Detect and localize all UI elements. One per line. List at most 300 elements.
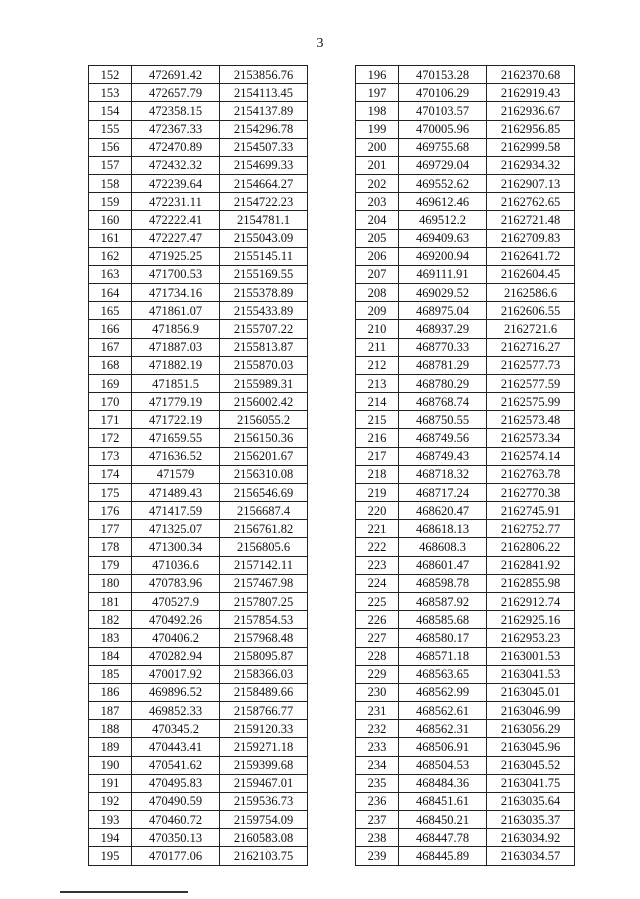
table-row: [89, 592, 308, 610]
point-number-cell: 194: [89, 829, 132, 847]
point-number-cell: 198: [356, 102, 399, 120]
y-coordinate-cell: 2163045.96: [487, 738, 575, 756]
table-row: [89, 156, 308, 174]
x-coordinate-cell: 470783.96: [132, 574, 220, 592]
x-coordinate-cell: 468749.56: [399, 429, 487, 447]
table-row: [356, 265, 575, 283]
x-coordinate-cell: 468562.61: [399, 702, 487, 720]
x-coordinate-cell: 468562.99: [399, 683, 487, 701]
x-coordinate-cell: 472367.33: [132, 120, 220, 138]
table-row: [89, 811, 308, 829]
point-number-cell: 210: [356, 320, 399, 338]
y-coordinate-cell: 2162586.6: [487, 284, 575, 302]
y-coordinate-cell: 2162577.73: [487, 356, 575, 374]
x-coordinate-cell: 468717.24: [399, 483, 487, 501]
y-coordinate-cell: 2157807.25: [220, 592, 308, 610]
x-coordinate-cell: 471779.19: [132, 393, 220, 411]
x-coordinate-cell: 471882.19: [132, 356, 220, 374]
y-coordinate-cell: 2154699.33: [220, 156, 308, 174]
table-row: [356, 302, 575, 320]
y-coordinate-cell: 2154113.45: [220, 84, 308, 102]
table-row: [356, 193, 575, 211]
page-number: 3: [316, 36, 324, 51]
x-coordinate-cell: 472657.79: [132, 84, 220, 102]
x-coordinate-cell: 468601.47: [399, 556, 487, 574]
point-number-cell: 224: [356, 574, 399, 592]
x-coordinate-cell: 468484.36: [399, 774, 487, 792]
x-coordinate-cell: 468618.13: [399, 520, 487, 538]
x-coordinate-cell: 471417.59: [132, 502, 220, 520]
y-coordinate-cell: 2160583.08: [220, 829, 308, 847]
point-number-cell: 235: [356, 774, 399, 792]
x-coordinate-cell: 470153.28: [399, 66, 487, 84]
x-coordinate-cell: 468749.43: [399, 447, 487, 465]
point-number-cell: 207: [356, 265, 399, 283]
x-coordinate-cell: 469029.52: [399, 284, 487, 302]
table-row: [356, 356, 575, 374]
point-number-cell: 226: [356, 611, 399, 629]
table-row: [89, 538, 308, 556]
point-number-cell: 168: [89, 356, 132, 374]
y-coordinate-cell: 2162721.6: [487, 320, 575, 338]
y-coordinate-cell: 2155707.22: [220, 320, 308, 338]
x-coordinate-cell: 468562.31: [399, 720, 487, 738]
y-coordinate-cell: 2162770.38: [487, 483, 575, 501]
point-number-cell: 165: [89, 302, 132, 320]
y-coordinate-cell: 2162641.72: [487, 247, 575, 265]
table-row: [356, 629, 575, 647]
y-coordinate-cell: 2162841.92: [487, 556, 575, 574]
x-coordinate-cell: 468447.78: [399, 829, 487, 847]
x-coordinate-cell: 468506.91: [399, 738, 487, 756]
table-row: [356, 792, 575, 810]
y-coordinate-cell: 2162103.75: [220, 847, 308, 865]
y-coordinate-cell: 2158095.87: [220, 647, 308, 665]
point-number-cell: 195: [89, 847, 132, 865]
point-number-cell: 230: [356, 683, 399, 701]
x-coordinate-cell: 472432.32: [132, 156, 220, 174]
x-coordinate-cell: 470406.2: [132, 629, 220, 647]
x-coordinate-cell: 468608.3: [399, 538, 487, 556]
y-coordinate-cell: 2157467.98: [220, 574, 308, 592]
table-row: [356, 574, 575, 592]
point-number-cell: 202: [356, 175, 399, 193]
table-row: [356, 738, 575, 756]
y-coordinate-cell: 2162573.48: [487, 411, 575, 429]
point-number-cell: 179: [89, 556, 132, 574]
point-number-cell: 178: [89, 538, 132, 556]
y-coordinate-cell: 2162912.74: [487, 592, 575, 610]
x-coordinate-cell: 469612.46: [399, 193, 487, 211]
x-coordinate-cell: 468504.53: [399, 756, 487, 774]
y-coordinate-cell: 2162934.32: [487, 156, 575, 174]
y-coordinate-cell: 2157854.53: [220, 611, 308, 629]
point-number-cell: 228: [356, 647, 399, 665]
y-coordinate-cell: 2162370.68: [487, 66, 575, 84]
x-coordinate-cell: 468563.65: [399, 665, 487, 683]
table-row: [356, 284, 575, 302]
y-coordinate-cell: 2154296.78: [220, 120, 308, 138]
x-coordinate-cell: 469852.33: [132, 702, 220, 720]
point-number-cell: 172: [89, 429, 132, 447]
y-coordinate-cell: 2156055.2: [220, 411, 308, 429]
table-row: [356, 847, 575, 865]
table-row: [356, 374, 575, 392]
y-coordinate-cell: 2159120.33: [220, 720, 308, 738]
x-coordinate-cell: 470350.13: [132, 829, 220, 847]
table-row: [89, 247, 308, 265]
footer-rule: [60, 891, 188, 893]
point-number-cell: 212: [356, 356, 399, 374]
table-row: [89, 738, 308, 756]
x-coordinate-cell: 469755.68: [399, 138, 487, 156]
y-coordinate-cell: 2154664.27: [220, 175, 308, 193]
table-row: [356, 393, 575, 411]
y-coordinate-cell: 2156002.42: [220, 393, 308, 411]
y-coordinate-cell: 2162919.43: [487, 84, 575, 102]
point-number-cell: 193: [89, 811, 132, 829]
x-coordinate-cell: 472231.11: [132, 193, 220, 211]
y-coordinate-cell: 2156761.82: [220, 520, 308, 538]
table-row: [356, 320, 575, 338]
x-coordinate-cell: 468571.18: [399, 647, 487, 665]
y-coordinate-cell: 2162604.45: [487, 265, 575, 283]
x-coordinate-cell: 472691.42: [132, 66, 220, 84]
table-row: [356, 502, 575, 520]
y-coordinate-cell: 2163041.53: [487, 665, 575, 683]
table-row: [356, 774, 575, 792]
point-number-cell: 204: [356, 211, 399, 229]
x-coordinate-cell: 469409.63: [399, 229, 487, 247]
point-number-cell: 206: [356, 247, 399, 265]
table-row: [356, 102, 575, 120]
x-coordinate-cell: 472470.89: [132, 138, 220, 156]
table-row: [356, 592, 575, 610]
point-number-cell: 176: [89, 502, 132, 520]
point-number-cell: 171: [89, 411, 132, 429]
table-row: [356, 429, 575, 447]
point-number-cell: 173: [89, 447, 132, 465]
point-number-cell: 209: [356, 302, 399, 320]
point-number-cell: 190: [89, 756, 132, 774]
y-coordinate-cell: 2154507.33: [220, 138, 308, 156]
y-coordinate-cell: 2162606.55: [487, 302, 575, 320]
x-coordinate-cell: 468450.21: [399, 811, 487, 829]
x-coordinate-cell: 470541.62: [132, 756, 220, 774]
x-coordinate-cell: 468585.68: [399, 611, 487, 629]
table-row: [356, 247, 575, 265]
y-coordinate-cell: 2158489.66: [220, 683, 308, 701]
y-coordinate-cell: 2163045.01: [487, 683, 575, 701]
x-coordinate-cell: 468718.32: [399, 465, 487, 483]
x-coordinate-cell: 471489.43: [132, 483, 220, 501]
y-coordinate-cell: 2154137.89: [220, 102, 308, 120]
table-row: [89, 320, 308, 338]
table-row: [89, 302, 308, 320]
x-coordinate-cell: 469200.94: [399, 247, 487, 265]
y-coordinate-cell: 2153856.76: [220, 66, 308, 84]
point-number-cell: 205: [356, 229, 399, 247]
y-coordinate-cell: 2163034.57: [487, 847, 575, 865]
x-coordinate-cell: 469552.62: [399, 175, 487, 193]
y-coordinate-cell: 2162999.58: [487, 138, 575, 156]
x-coordinate-cell: 470443.41: [132, 738, 220, 756]
table-row: [356, 229, 575, 247]
table-row: [356, 138, 575, 156]
point-number-cell: 219: [356, 483, 399, 501]
x-coordinate-cell: 468750.55: [399, 411, 487, 429]
point-number-cell: 183: [89, 629, 132, 647]
x-coordinate-cell: 471887.03: [132, 338, 220, 356]
table-row: [89, 720, 308, 738]
x-coordinate-cell: 469512.2: [399, 211, 487, 229]
table-row: [356, 720, 575, 738]
x-coordinate-cell: 471659.55: [132, 429, 220, 447]
point-number-cell: 167: [89, 338, 132, 356]
table-row: [356, 829, 575, 847]
point-number-cell: 187: [89, 702, 132, 720]
point-number-cell: 203: [356, 193, 399, 211]
table-row: [89, 211, 308, 229]
table-row: [89, 829, 308, 847]
x-coordinate-cell: 468768.74: [399, 393, 487, 411]
x-coordinate-cell: 472227.47: [132, 229, 220, 247]
y-coordinate-cell: 2156201.67: [220, 447, 308, 465]
table-row: [89, 774, 308, 792]
point-number-cell: 166: [89, 320, 132, 338]
x-coordinate-cell: 468445.89: [399, 847, 487, 865]
x-coordinate-cell: 471636.52: [132, 447, 220, 465]
x-coordinate-cell: 468598.78: [399, 574, 487, 592]
table-row: [89, 120, 308, 138]
y-coordinate-cell: 2159754.09: [220, 811, 308, 829]
point-number-cell: 197: [356, 84, 399, 102]
point-number-cell: 156: [89, 138, 132, 156]
y-coordinate-cell: 2155043.09: [220, 229, 308, 247]
y-coordinate-cell: 2156805.6: [220, 538, 308, 556]
x-coordinate-cell: 471579: [132, 465, 220, 483]
y-coordinate-cell: 2163035.37: [487, 811, 575, 829]
y-coordinate-cell: 2158366.03: [220, 665, 308, 683]
x-coordinate-cell: 470177.06: [132, 847, 220, 865]
point-number-cell: 227: [356, 629, 399, 647]
point-number-cell: 234: [356, 756, 399, 774]
point-number-cell: 188: [89, 720, 132, 738]
table-row: [356, 520, 575, 538]
y-coordinate-cell: 2163046.99: [487, 702, 575, 720]
y-coordinate-cell: 2155433.89: [220, 302, 308, 320]
y-coordinate-cell: 2162762.65: [487, 193, 575, 211]
table-row: [89, 193, 308, 211]
y-coordinate-cell: 2157142.11: [220, 556, 308, 574]
x-coordinate-cell: 470005.96: [399, 120, 487, 138]
x-coordinate-cell: 471700.53: [132, 265, 220, 283]
point-number-cell: 189: [89, 738, 132, 756]
point-number-cell: 200: [356, 138, 399, 156]
x-coordinate-cell: 471036.6: [132, 556, 220, 574]
y-coordinate-cell: 2154722.23: [220, 193, 308, 211]
table-row: [89, 338, 308, 356]
table-row: [89, 175, 308, 193]
y-coordinate-cell: 2159271.18: [220, 738, 308, 756]
point-number-cell: 155: [89, 120, 132, 138]
point-number-cell: 218: [356, 465, 399, 483]
table-row: [356, 465, 575, 483]
point-number-cell: 216: [356, 429, 399, 447]
table-row: [89, 847, 308, 865]
table-row: [89, 265, 308, 283]
table-row: [89, 429, 308, 447]
x-coordinate-cell: 472222.41: [132, 211, 220, 229]
x-coordinate-cell: 470282.94: [132, 647, 220, 665]
coordinates-table-left-body: [89, 66, 308, 866]
y-coordinate-cell: 2163034.92: [487, 829, 575, 847]
coordinates-table-right: [355, 65, 575, 866]
y-coordinate-cell: 2157968.48: [220, 629, 308, 647]
table-row: [89, 447, 308, 465]
table-row: [89, 393, 308, 411]
table-row: [356, 538, 575, 556]
y-coordinate-cell: 2154781.1: [220, 211, 308, 229]
x-coordinate-cell: 471300.34: [132, 538, 220, 556]
x-coordinate-cell: 470492.26: [132, 611, 220, 629]
table-row: [89, 102, 308, 120]
point-number-cell: 174: [89, 465, 132, 483]
table-row: [89, 683, 308, 701]
table-row: [89, 574, 308, 592]
x-coordinate-cell: 471325.07: [132, 520, 220, 538]
point-number-cell: 231: [356, 702, 399, 720]
point-number-cell: 158: [89, 175, 132, 193]
point-number-cell: 157: [89, 156, 132, 174]
y-coordinate-cell: 2156687.4: [220, 502, 308, 520]
point-number-cell: 192: [89, 792, 132, 810]
y-coordinate-cell: 2162763.78: [487, 465, 575, 483]
y-coordinate-cell: 2163041.75: [487, 774, 575, 792]
table-row: [89, 556, 308, 574]
point-number-cell: 175: [89, 483, 132, 501]
point-number-cell: 220: [356, 502, 399, 520]
y-coordinate-cell: 2156150.36: [220, 429, 308, 447]
y-coordinate-cell: 2155989.31: [220, 374, 308, 392]
y-coordinate-cell: 2163035.64: [487, 792, 575, 810]
table-row: [89, 411, 308, 429]
table-row: [356, 338, 575, 356]
table-row: [89, 520, 308, 538]
point-number-cell: 213: [356, 374, 399, 392]
x-coordinate-cell: 470527.9: [132, 592, 220, 610]
table-row: [89, 647, 308, 665]
point-number-cell: 238: [356, 829, 399, 847]
y-coordinate-cell: 2162745.91: [487, 502, 575, 520]
x-coordinate-cell: 471861.07: [132, 302, 220, 320]
x-coordinate-cell: 470103.57: [399, 102, 487, 120]
y-coordinate-cell: 2162806.22: [487, 538, 575, 556]
table-row: [356, 211, 575, 229]
point-number-cell: 152: [89, 66, 132, 84]
table-row: [89, 465, 308, 483]
table-row: [89, 611, 308, 629]
point-number-cell: 211: [356, 338, 399, 356]
table-row: [356, 411, 575, 429]
point-number-cell: 215: [356, 411, 399, 429]
x-coordinate-cell: 470345.2: [132, 720, 220, 738]
x-coordinate-cell: 468451.61: [399, 792, 487, 810]
x-coordinate-cell: 469896.52: [132, 683, 220, 701]
x-coordinate-cell: 470106.29: [399, 84, 487, 102]
x-coordinate-cell: 468587.92: [399, 592, 487, 610]
point-number-cell: 181: [89, 592, 132, 610]
table-row: [89, 84, 308, 102]
x-coordinate-cell: 470460.72: [132, 811, 220, 829]
point-number-cell: 191: [89, 774, 132, 792]
point-number-cell: 186: [89, 683, 132, 701]
point-number-cell: 223: [356, 556, 399, 574]
point-number-cell: 196: [356, 66, 399, 84]
y-coordinate-cell: 2162752.77: [487, 520, 575, 538]
table-row: [356, 175, 575, 193]
point-number-cell: 222: [356, 538, 399, 556]
table-row: [356, 120, 575, 138]
x-coordinate-cell: 471851.5: [132, 374, 220, 392]
y-coordinate-cell: 2162953.23: [487, 629, 575, 647]
y-coordinate-cell: 2159467.01: [220, 774, 308, 792]
x-coordinate-cell: 468780.29: [399, 374, 487, 392]
x-coordinate-cell: 468770.33: [399, 338, 487, 356]
point-number-cell: 163: [89, 265, 132, 283]
point-number-cell: 225: [356, 592, 399, 610]
point-number-cell: 160: [89, 211, 132, 229]
point-number-cell: 159: [89, 193, 132, 211]
y-coordinate-cell: 2155870.03: [220, 356, 308, 374]
point-number-cell: 161: [89, 229, 132, 247]
y-coordinate-cell: 2162575.99: [487, 393, 575, 411]
point-number-cell: 153: [89, 84, 132, 102]
table-row: [89, 284, 308, 302]
x-coordinate-cell: 469729.04: [399, 156, 487, 174]
table-row: [356, 665, 575, 683]
coordinates-table-left: [88, 65, 308, 866]
table-row: [89, 665, 308, 683]
point-number-cell: 182: [89, 611, 132, 629]
point-number-cell: 208: [356, 284, 399, 302]
x-coordinate-cell: 471722.19: [132, 411, 220, 429]
point-number-cell: 232: [356, 720, 399, 738]
y-coordinate-cell: 2159399.68: [220, 756, 308, 774]
x-coordinate-cell: 470495.83: [132, 774, 220, 792]
y-coordinate-cell: 2162855.98: [487, 574, 575, 592]
y-coordinate-cell: 2155813.87: [220, 338, 308, 356]
x-coordinate-cell: 470490.59: [132, 792, 220, 810]
x-coordinate-cell: 470017.92: [132, 665, 220, 683]
x-coordinate-cell: 472239.64: [132, 175, 220, 193]
x-coordinate-cell: 468781.29: [399, 356, 487, 374]
x-coordinate-cell: 471734.16: [132, 284, 220, 302]
y-coordinate-cell: 2162925.16: [487, 611, 575, 629]
point-number-cell: 229: [356, 665, 399, 683]
y-coordinate-cell: 2163056.29: [487, 720, 575, 738]
table-row: [356, 66, 575, 84]
point-number-cell: 170: [89, 393, 132, 411]
table-row: [356, 702, 575, 720]
point-number-cell: 154: [89, 102, 132, 120]
point-number-cell: 214: [356, 393, 399, 411]
y-coordinate-cell: 2162907.13: [487, 175, 575, 193]
x-coordinate-cell: 471925.25: [132, 247, 220, 265]
point-number-cell: 237: [356, 811, 399, 829]
point-number-cell: 199: [356, 120, 399, 138]
point-number-cell: 236: [356, 792, 399, 810]
